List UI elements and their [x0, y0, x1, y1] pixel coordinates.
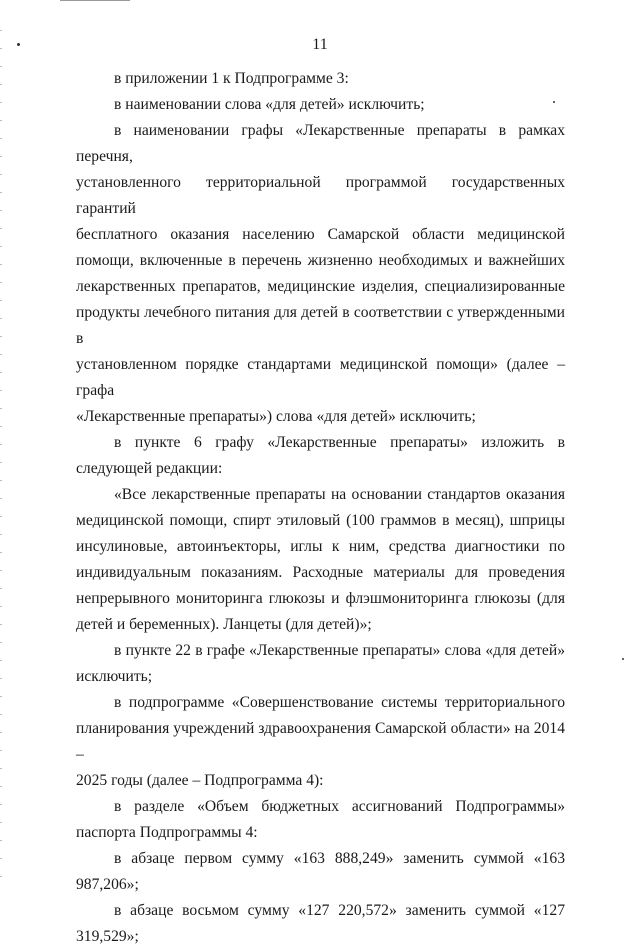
paragraph	[76, 846, 565, 898]
text-line: паспорта Подпрограммы 4:	[76, 824, 258, 841]
paragraph	[76, 66, 565, 92]
text-line: установленном порядке стандартами медицинской помощи» (далее – графа	[76, 356, 565, 399]
text-line: в пункте 6 графу «Лекарственные препараты» изложить в	[114, 434, 565, 451]
scan-edge-line	[60, 0, 130, 1]
text-line: продукты лечебного питания для детей в соответствии с утвержденными в	[76, 304, 565, 347]
text-line: 2025 годы (далее – Подпрограмма 4):	[76, 772, 324, 789]
text-line: в разделе «Объем бюджетных ассигнований Подпрограммы»	[114, 798, 565, 815]
text-line: индивидуальным показаниям. Расходные материалы для проведения	[76, 564, 565, 581]
paragraph	[76, 638, 565, 690]
paragraph	[76, 898, 565, 950]
text-line: установленного территориальной программой государственных гарантий	[76, 174, 565, 217]
paragraph	[76, 430, 565, 482]
paragraph	[76, 482, 565, 638]
document-body	[76, 66, 565, 950]
paragraph	[76, 92, 565, 118]
text-line: в приложении 1 к Подпрограмме 3:	[114, 70, 349, 87]
text-line: планирования учреждений здравоохранения Самарской области» на 2014 –	[76, 720, 565, 763]
text-line: «Все лекарственные препараты на основании стандартов оказания	[114, 486, 565, 503]
text-line: инсулиновые, автоинъекторы, иглы к ним, средства диагностики по	[76, 538, 565, 555]
text-line: в абзаце первом сумму «163 888,249» заменить суммой «163 987,206»;	[76, 850, 565, 893]
text-line: в абзаце восьмом сумму «127 220,572» заменить суммой «127 319,529»;	[76, 902, 565, 945]
text-line: помощи, включенные в перечень жизненно необходимых и важнейших	[76, 252, 565, 269]
paragraph	[76, 118, 565, 430]
scan-edge-dots	[0, 30, 2, 890]
text-line: лекарственных препаратов, медицинские изделия, специализированные	[76, 278, 565, 295]
text-line: в наименовании слова «для детей» исключить;	[114, 96, 425, 113]
text-line: непрерывного мониторинга глюкозы и флэшмониторинга глюкозы (для	[76, 590, 565, 607]
text-line: исключить;	[76, 668, 153, 685]
page-number: 11	[312, 36, 328, 53]
text-line: «Лекарственные препараты») слова «для детей» исключить;	[76, 408, 476, 425]
text-line: детей и беременных). Ланцеты (для детей)»;	[76, 616, 372, 633]
scan-speck	[622, 658, 624, 660]
text-line: в пункте 22 в графе «Лекарственные препараты» слова «для детей»	[114, 642, 565, 659]
paragraph	[76, 794, 565, 846]
text-line: медицинской помощи, спирт этиловый (100 граммов в месяц), шприцы	[76, 512, 565, 529]
text-line: следующей редакции:	[76, 460, 223, 477]
text-line: в подпрограмме «Совершенствование системы территориального	[114, 694, 565, 711]
paragraph	[76, 690, 565, 794]
text-line: в наименовании графы «Лекарственные препараты в рамках перечня,	[76, 122, 565, 165]
text-line: бесплатного оказания населению Самарской области медицинской	[76, 226, 565, 243]
